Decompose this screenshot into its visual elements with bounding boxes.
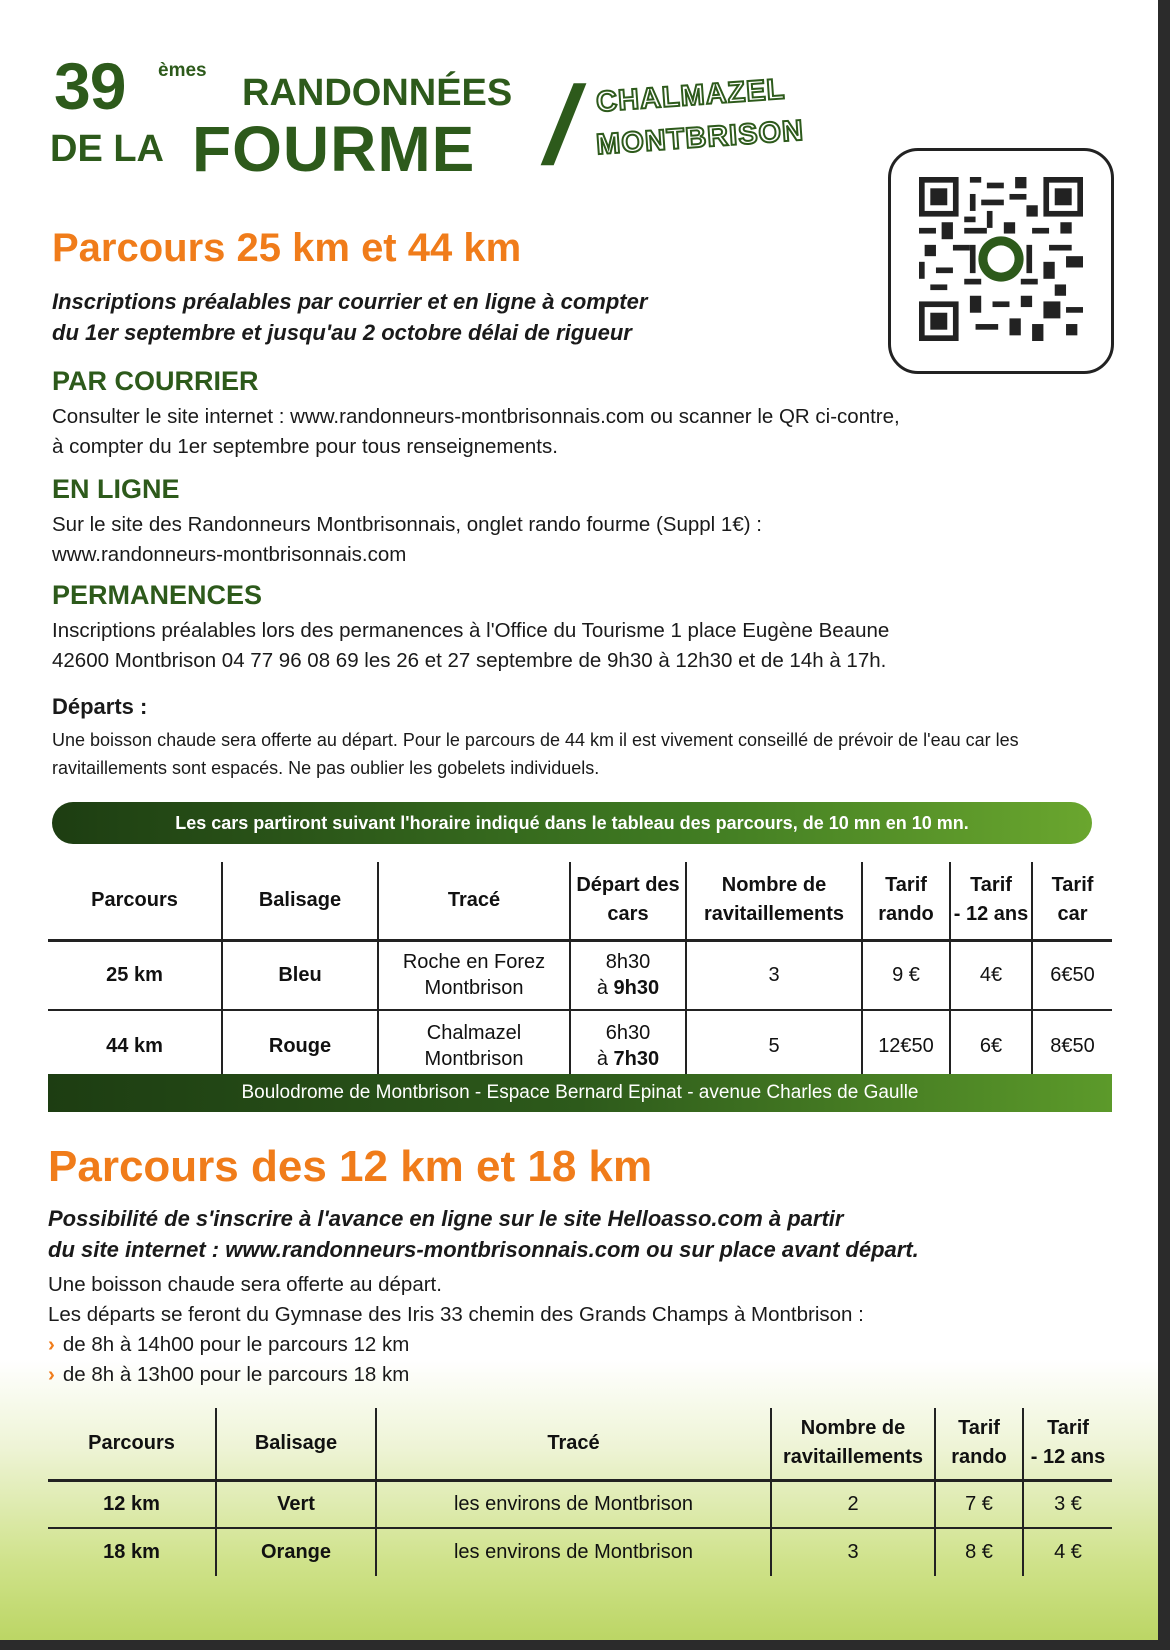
cell-tarif-rando: 8 € — [935, 1528, 1023, 1576]
place-chalmazel: CHALMAZEL — [595, 73, 787, 119]
col-parcours: Parcours — [48, 862, 222, 940]
cell-tarif-12ans: 4 € — [1023, 1528, 1112, 1576]
table-row — [48, 1010, 1112, 1080]
table-row — [48, 940, 1112, 1010]
chevron-right-icon: › — [48, 1333, 55, 1356]
section2-subtitle-line2: du site internet : www.randonneurs-montbrisonnais.com ou sur place avant départ. — [48, 1237, 919, 1262]
cell-balisage: Vert — [216, 1480, 376, 1528]
bullet-12km: › de 8h à 14h00 pour le parcours 12 km — [48, 1333, 410, 1356]
cell-ravitaillements: 2 — [771, 1480, 935, 1528]
cell-parcours: 18 km — [103, 1541, 160, 1563]
section1-subtitle-line1: Inscriptions préalables par courrier et en ligne à compter — [52, 289, 648, 314]
cell-ravitaillements: 3 — [771, 1528, 935, 1576]
cell-ravitaillements: 3 — [686, 940, 862, 1010]
col-tarif-12ans: Tarif - 12 ans — [1023, 1408, 1112, 1480]
col-parcours: Parcours — [48, 1408, 216, 1480]
title-de-la: DE LA — [50, 128, 164, 170]
section2-title: Parcours des 12 km et 18 km — [48, 1142, 653, 1191]
edition-suffix: èmes — [158, 60, 207, 81]
section2-line1: Une boisson chaude sera offerte au départ. — [48, 1273, 442, 1296]
table-header-row — [48, 862, 1112, 940]
departs-line2: ravitaillements sont espacés. Ne pas oublier les gobelets individuels. — [52, 758, 600, 778]
permanences-line2: 42600 Montbrison 04 77 96 08 69 les 26 et 27 septembre de 9h30 à 12h30 et de 14h à 17h. — [52, 649, 887, 672]
qr-code-frame[interactable] — [888, 148, 1114, 374]
section2-subtitle-line1: Possibilité de s'inscrire à l'avance en ligne sur le site Helloasso.com à partir — [48, 1206, 844, 1231]
bullet-18km: › de 8h à 13h00 pour le parcours 18 km — [48, 1363, 410, 1386]
col-trace: Tracé — [378, 862, 570, 940]
col-tarif-rando: Tarif rando — [935, 1408, 1023, 1480]
courrier-line2: à compter du 1er septembre pour tous renseignements. — [52, 435, 558, 458]
title-fourme: FOURME — [192, 113, 476, 185]
section1-subtitle-line2: du 1er septembre et jusqu'au 2 octobre délai de rigueur — [52, 320, 632, 345]
col-balisage: Balisage — [216, 1408, 376, 1480]
cell-ravitaillements: 5 — [686, 1010, 862, 1080]
place-montbrison: MONTBRISON — [595, 114, 805, 162]
enligne-line1: Sur le site des Randonneurs Montbrisonnais, onglet rando fourme (Suppl 1€) : — [52, 513, 762, 536]
cell-tarif-rando: 7 € — [935, 1480, 1023, 1528]
cell-trace: les environs de Montbrison — [376, 1480, 771, 1528]
cell-trace: les environs de Montbrison — [376, 1528, 771, 1576]
departs-line1: Une boisson chaude sera offerte au départ. Pour le parcours de 44 km il est vivement conseillé de prévoir de l'eau car les — [52, 730, 1019, 750]
enligne-heading: EN LIGNE — [52, 474, 180, 504]
cell-tarif-12ans: 6€ — [950, 1010, 1032, 1080]
col-ravitaillements: Nombre de ravitaillements — [771, 1408, 935, 1480]
courrier-line1: Consulter le site internet : www.randonneurs-montbrisonnais.com ou scanner le QR ci-contre, — [52, 405, 900, 428]
cell-depart: 6h30 à 7h30 — [570, 1010, 686, 1080]
cell-parcours: 44 km — [106, 1034, 163, 1057]
section2-line2: Les départs se feront du Gymnase des Iris 33 chemin des Grands Champs à Montbrison : — [48, 1303, 864, 1326]
cell-tarif-12ans: 4€ — [950, 940, 1032, 1010]
cell-tarif-12ans: 3 € — [1023, 1480, 1112, 1528]
table-row — [48, 1528, 1112, 1576]
cars-banner: Les cars partiront suivant l'horaire indiqué dans le tableau des parcours, de 10 mn en 10 mn. — [52, 802, 1092, 844]
col-trace: Tracé — [376, 1408, 771, 1480]
chevron-right-icon: › — [48, 1363, 55, 1386]
cell-tarif-rando: 12€50 — [862, 1010, 950, 1080]
departs-heading: Départs : — [52, 694, 148, 719]
section1-title: Parcours 25 km et 44 km — [52, 226, 522, 270]
cell-depart: 8h30 à 9h30 — [570, 940, 686, 1010]
parcours-table-2 — [48, 1408, 1112, 1576]
parcours-table-1 — [48, 862, 1112, 1080]
col-balisage: Balisage — [222, 862, 378, 940]
cell-parcours: 12 km — [48, 1480, 216, 1528]
cell-trace: Roche en Forez Montbrison — [378, 940, 570, 1010]
cell-trace: Chalmazel Montbrison — [378, 1010, 570, 1080]
table-header-row — [48, 1408, 1112, 1480]
col-tarif-rando: Tarif rando — [862, 862, 950, 940]
courrier-heading: PAR COURRIER — [52, 366, 259, 396]
cell-tarif-car: 6€50 — [1032, 940, 1112, 1010]
enligne-url[interactable]: www.randonneurs-montbrisonnais.com — [52, 543, 407, 566]
cell-tarif-rando: 9 € — [862, 940, 950, 1010]
col-tarif-12ans: Tarif - 12 ans — [950, 862, 1032, 940]
boulodrome-footer: Boulodrome de Montbrison - Espace Bernard Epinat - avenue Charles de Gaulle — [48, 1074, 1112, 1112]
cell-balisage: Bleu — [222, 940, 378, 1010]
edition-number: 39 — [54, 49, 126, 123]
cell-tarif-car: 8€50 — [1032, 1010, 1112, 1080]
permanences-heading: PERMANENCES — [52, 580, 263, 610]
cell-balisage: Orange — [216, 1528, 376, 1576]
col-depart: Départ des cars — [570, 862, 686, 940]
permanences-line1: Inscriptions préalables lors des permanences à l'Office du Tourisme 1 place Eugène Beaune — [52, 619, 890, 642]
title-randonnees: RANDONNÉES — [242, 72, 513, 114]
cell-balisage: Rouge — [222, 1010, 378, 1080]
table-row — [48, 1480, 1112, 1528]
col-tarif-car: Tarif car — [1032, 862, 1112, 940]
title-slash: / — [534, 64, 592, 187]
col-ravitaillements: Nombre de ravitaillements — [686, 862, 862, 940]
qr-code-icon[interactable] — [919, 177, 1083, 341]
cell-parcours: 25 km — [48, 940, 222, 1010]
